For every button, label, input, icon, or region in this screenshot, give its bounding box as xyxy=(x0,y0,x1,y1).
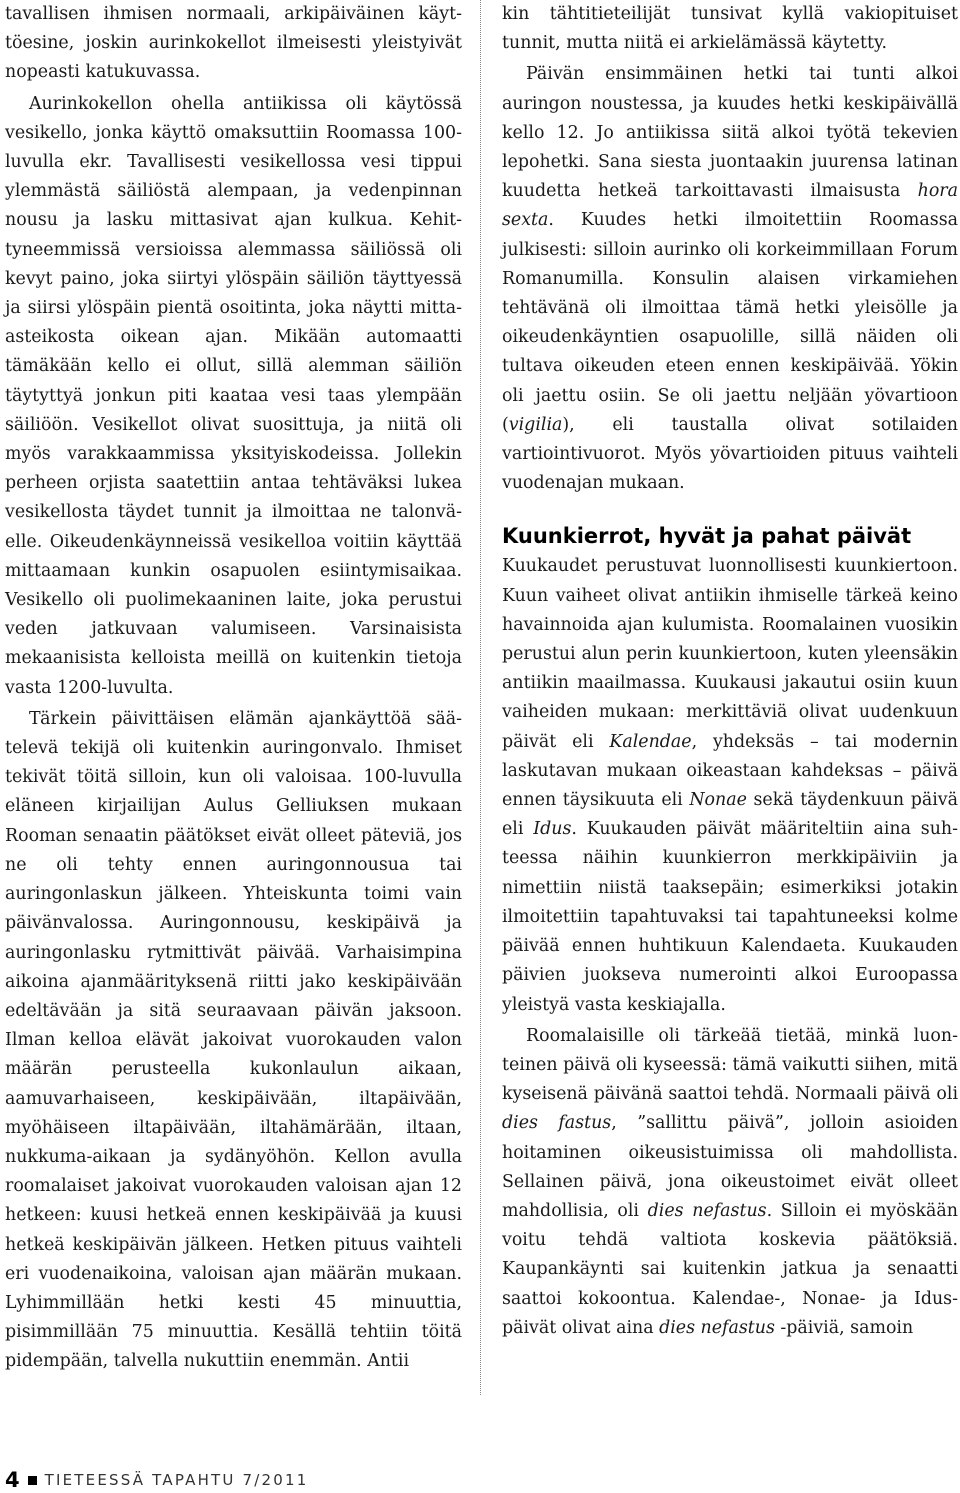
italic-term: Idus xyxy=(533,819,572,840)
paragraph: Aurinkokellon ohella antiikissa oli käytössä vesikello, jonka käyttö omaksuttiin Roomassa 100-luvulla ekr. Tavallisesti vesikellossa vesi tippui ylemmästä säiliöstä alempaan, ja vedenpinnan nousu ja lasku mittasivat ajan kulkua. Kehittyneemmissä versioissa alemmassa säiliössä oli kevyt paino, joka siirtyi ylöspäin säiliön täyttyessä ja siirsi ylöspäin pientä osoitinta, joka näytti mitta-asteikosta oikean ajan. Mikään automaatti tämäkään kello ei ollut, sillä alemman säiliön täytyttyä jonkun piti kaataa vesi taas ylempään säiliöön. Vesikellot olivat suosittuja, ja niitä oli myös varakkaammissa yksityiskodeissa. Jollekin perheen orjista saatettiin antaa tehtäväksi lukea vesikellosta täydet tunnit ja ilmoittaa ne talonväelle. Oikeudenkäynneissä vesikelloa voitiin käyttää mittaamaan kunkin osapuolen esiintymisaikaa. Vesikello oli puolimekaaninen laite, joka perustui veden jatkuvaan valumiseen. Varsinaisista mekaanisista kelloista meillä on kuitenkin tietoja vasta 1200-luvulta. xyxy=(5,93,462,698)
journal-name: TIETEESSÄ TAPAHTU 7/2011 xyxy=(44,1471,309,1489)
text-run: ), eli taustalla olivat sotilaiden vartiointivuorot. Myös yövartioiden pituus vaihteli vuodenajan mukaan. xyxy=(502,414,958,494)
text-run: sekä täydenkuun päivä eli xyxy=(502,790,958,840)
paragraph: tavallisen ihmisen normaali, arkipäiväinen käyttöesine, joskin aurinkokellot ilmeisesti yleistyivät nopeasti katukuvassa. xyxy=(5,4,462,83)
text-run: , yhdeksäs – tai modernin laskutavan mukaan oikeastaan kahdeksas – päivä ennen täysikuuta eli xyxy=(502,731,959,811)
italic-term: hora sexta xyxy=(502,181,958,231)
italic-term: dies nefastus xyxy=(659,1317,775,1338)
text-run: -päiviä, samoin xyxy=(774,1317,914,1338)
paragraph xyxy=(502,0,958,58)
paragraph: Tärkein päivittäisen elämän ajankäyttöä säätelevä tekijä oli kuitenkin auringonvalo. Ihmiset tekivät töitä silloin, kun oli valoisaa. 100-luvulla eläneen kirjailijan Aulus Gelliuksen mukaan Rooman senaatin päätökset eivät olleet päteviä, jos ne oli tehty ennen auringonnousua tai auringonlaskun jälkeen. Yhteiskunta toimi vain päivänvalossa. Auringonnousu, keskipäivä ja auringonlasku rytmittivät päivää. Varhaisimpina aikoina ajanmäärityksenä riitti jako keskipäivään edeltävään ja sitä seuraavaan päivän jaksoon. Ilman kelloa elävät jakoivat vuorokauden valon määrän perusteella kukonlaulun aikaan, aamuvarhaiseen, keskipäivään, iltapäivään, myöhäiseen iltapäivään, iltahämärään, iltaan, nukkuma-aikaan ja sydänyöhön. Kellon avulla roomalaiset jakoivat vuorokauden valoisan ajan 12 hetkeen: kuusi hetkeä ennen keskipäivää ja kuusi hetkeä keskipäivän jälkeen. Hetken pituus vaihteli eri vuodenaikoina, valoisan ajan määrän mukaan. Lyhimmillään hetki kesti 45 minuuttia, pisimmillään 75 minuuttia. Kesällä tehtiin töitä pidempään, talvella nukuttiin enemmän. Antii xyxy=(5,708,462,1372)
text-run: Roomalaisille oli tärkeää tietää, minkä luonteinen päivä oli kyseessä: tämä vaikutti siihen, mitä kyseisenä päivänä saattoi tehdä. Normaali päivä oli xyxy=(502,1025,958,1105)
paragraph xyxy=(502,1022,958,1343)
italic-term: Kalendae xyxy=(609,731,692,752)
square-bullet-icon xyxy=(28,1476,37,1485)
section-heading: Kuunkierrot, hyvät ja pahat päivät xyxy=(502,524,912,549)
text-run: , ”sallittu päivä”, jolloin asioiden hoitaminen oikeusistuimissa oli mahdollista. Sellainen päivä, jona oikeustoimet eivät olleet mahdollisia, oli xyxy=(502,1113,958,1221)
right-column xyxy=(502,0,958,1343)
text-run: . Kuudes hetki ilmoitettiin Roomassa julkisesti: silloin aurinko oli korkeimmillaan Forum Romanumilla. Konsulin alaisen virkamiehen tehtävänä oli ilmoittaa tämä hetki yleisölle ja oikeudenkäyntien osapuolille, sillä näiden oli tultava oikeuden eteen ennen keskipäivää. Yökin oli jaettu osiin. Se oli jaettu neljään yövartioon ( xyxy=(502,210,958,435)
column-divider xyxy=(480,0,481,1395)
text-run: Päivän ensimmäinen hetki tai tunti alkoi auringon noustessa, ja kuudes hetki keskipäivällä kello 12. Jo antiikissa siitä alkoi työtä tekevien lepohetki. Sana siesta juontaakin juurensa latinan kuudetta hetkeä tarkoittavasti ilmaisusta xyxy=(502,64,958,202)
left-column xyxy=(5,0,462,1377)
page-number: 4 xyxy=(5,1468,20,1492)
text-run: . Kuukauden päivät määriteltiin aina suhteessa näihin kuunkierron merkkipäiviin ja nimettiin niistä taaksepäin; esimerkiksi jotakin ilmoitettiin tapahtuvaksi tai tapahtuneeksi kolme päivää ennen huhtikuun Kalendaeta. Kuukauden päivien juokseva numerointi alkoi Euroopassa yleistyä vasta keskiajalla. xyxy=(502,819,958,1015)
text-run: Kuukaudet perustuvat luonnollisesti kuunkiertoon. Kuun vaiheet olivat antiikin ihmiselle tärkeä keino havainnoida ajan kulumista. Roomalainen vuosikin perustui alun perin kuunkiertoon, kuten yleensäkin antiikin maailmassa. Kuukausi jakautui osiin kuun vaiheiden mukaan: merkittäviä olivat uudenkuun päivät eli xyxy=(502,556,958,752)
page-footer xyxy=(5,1468,309,1492)
italic-term: vigilia xyxy=(508,414,563,435)
text-run: . Silloin ei myöskään voitu tehdä valtiota koskevia päätöksiä. Kaupankäynti sai kuitenkin jatkua ja senaatti saattoi kokoontua. Kalendae-, Nonae- ja Idus-päivät olivat aina xyxy=(502,1200,958,1338)
text-run: kin tähtitieteilijät tunsivat kyllä vakiopituiset tunnit, mutta niitä ei arkielämässä käytetty. xyxy=(502,4,958,54)
italic-term: dies nefastus xyxy=(647,1200,767,1221)
italic-term: dies fastus xyxy=(502,1113,612,1134)
paragraph xyxy=(502,552,958,1019)
paragraph xyxy=(502,60,958,498)
italic-term: Nonae xyxy=(689,790,747,811)
